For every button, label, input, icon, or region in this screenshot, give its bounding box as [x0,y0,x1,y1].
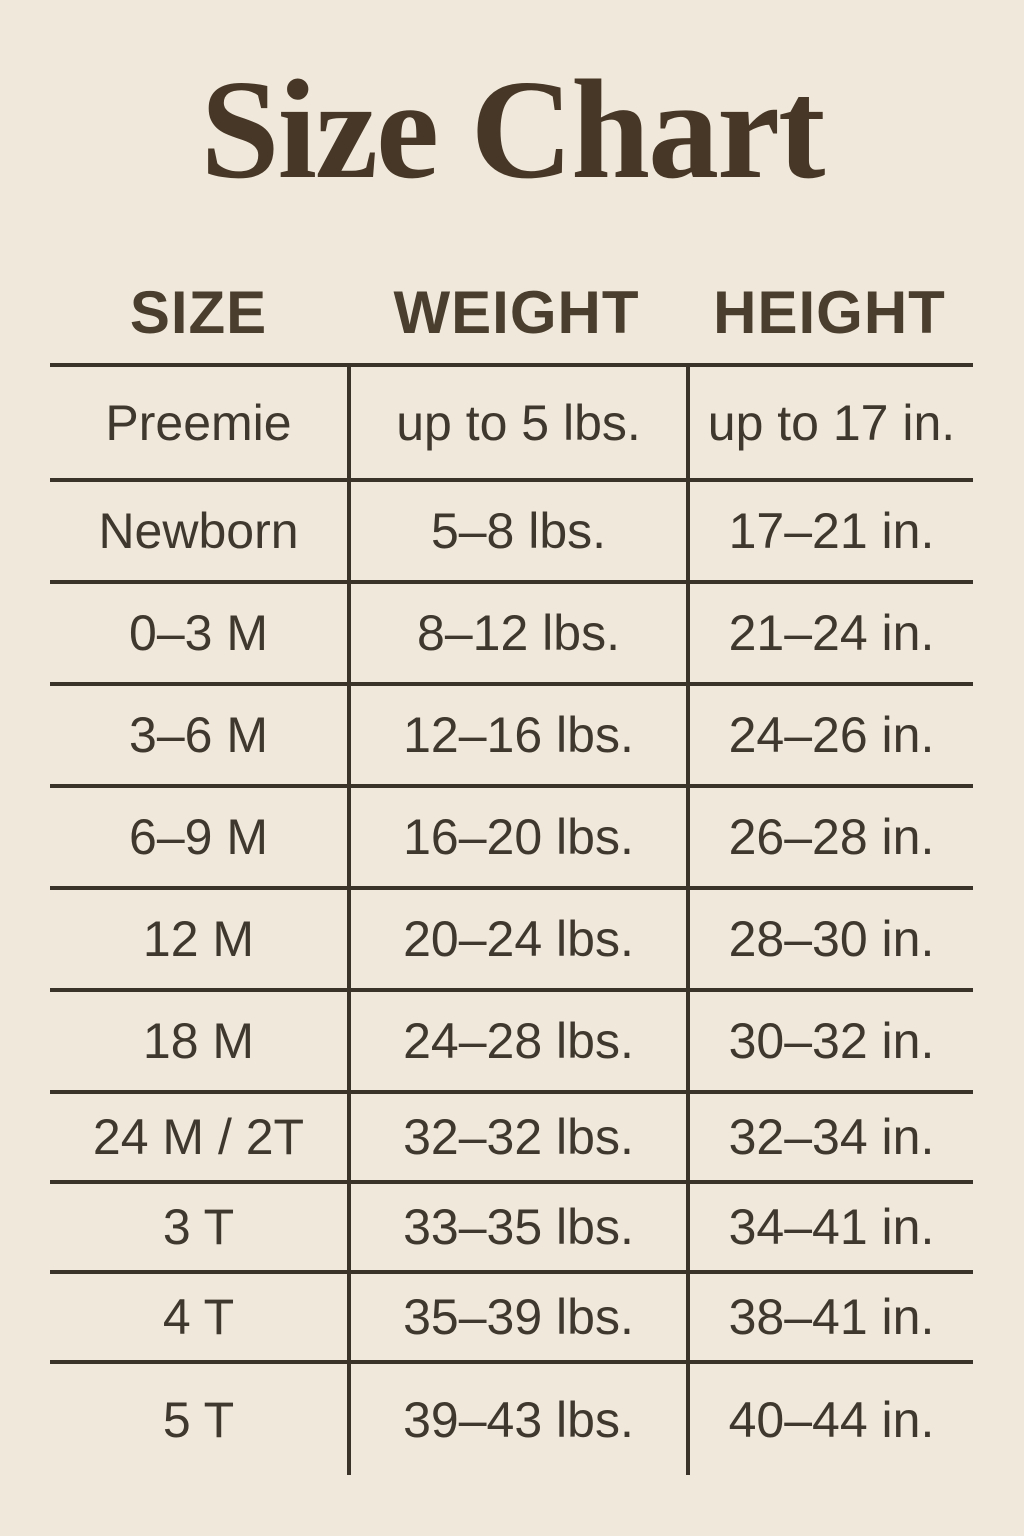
cell-height: up to 17 in. [686,367,973,478]
table-row-6-9m [50,788,973,890]
table-row-newborn [50,482,973,584]
table-row-12m [50,890,973,992]
table-row-18m [50,992,973,1094]
cell-weight: 33–35 lbs. [347,1184,686,1270]
cell-size: 4 T [162,1289,235,1345]
cell-height: 32–34 in. [686,1094,973,1180]
cell-height: 28–30 in. [686,890,973,988]
cell-size: 24 M / 2T [92,1109,305,1165]
table-row-4t [50,1274,973,1364]
cell-weight: 32–32 lbs. [347,1094,686,1180]
cell-height: 38–41 in. [686,1274,973,1360]
cell-height: 30–32 in. [686,992,973,1090]
cell-size: 18 M [142,1013,255,1069]
cell-weight: 12–16 lbs. [347,686,686,784]
cell-height: 24–26 in. [686,686,973,784]
page-title: Size Chart [200,50,824,208]
cell-weight: 35–39 lbs. [347,1274,686,1360]
cell-size: 6–9 M [129,809,268,865]
column-header-weight: WEIGHT [393,279,640,346]
cell-height: 26–28 in. [686,788,973,886]
cell-height: 17–21 in. [686,482,973,580]
table-row-5t [50,1364,973,1475]
cell-weight: 20–24 lbs. [347,890,686,988]
cell-size: Preemie [105,394,292,451]
cell-height: 34–41 in. [686,1184,973,1270]
cell-weight: 8–12 lbs. [347,584,686,682]
table-row-0-3m [50,584,973,686]
table-row-24m-2t [50,1094,973,1184]
table-body [50,363,973,1475]
cell-size: Newborn [98,503,299,559]
column-header-height: HEIGHT [713,279,946,346]
cell-size: 12 M [142,911,255,967]
cell-size: 5 T [162,1391,235,1448]
table-header-row [50,262,973,363]
cell-height: 40–44 in. [686,1364,973,1475]
size-chart-table [50,262,973,1475]
cell-size: 3–6 M [129,707,268,763]
cell-size: 0–3 M [129,605,268,661]
cell-weight: 5–8 lbs. [347,482,686,580]
cell-weight: 39–43 lbs. [347,1364,686,1475]
table-row-preemie [50,367,973,482]
cell-size: 3 T [162,1199,235,1255]
column-header-size: SIZE [129,279,268,346]
table-row-3t [50,1184,973,1274]
cell-weight: 24–28 lbs. [347,992,686,1090]
cell-height: 21–24 in. [686,584,973,682]
cell-weight: 16–20 lbs. [347,788,686,886]
cell-weight: up to 5 lbs. [347,367,686,478]
table-row-3-6m [50,686,973,788]
